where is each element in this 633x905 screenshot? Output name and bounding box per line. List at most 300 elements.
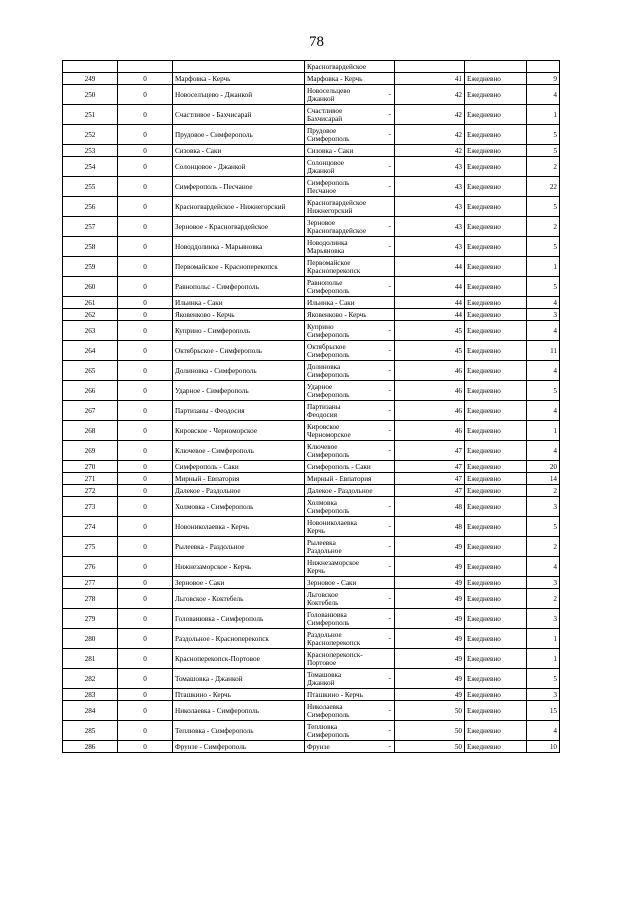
count-cell: 4 (527, 297, 560, 309)
route-name-cell: Сизовка - Саки (173, 145, 305, 157)
route-name-cell: Симферополь - Песчаное (173, 177, 305, 197)
route-stop-line: Красноперекопск- (307, 650, 363, 659)
route-number-cell: 267 (63, 401, 118, 421)
dash-mark: - (388, 345, 391, 354)
route-stops-cell (305, 125, 395, 145)
frequency-cell: Ежедневно (465, 517, 527, 537)
route-stops-cell (305, 589, 395, 609)
count-cell: 4 (527, 401, 560, 421)
table-row (63, 701, 560, 721)
route-stops-cell (305, 341, 395, 361)
zero-cell: 0 (118, 297, 173, 309)
count-cell: 5 (527, 381, 560, 401)
zero-cell: 0 (118, 85, 173, 105)
table-row (63, 473, 560, 485)
dash-mark: - (388, 561, 391, 570)
route-stop-line: Бахчисарай (307, 114, 343, 123)
route-stop-line: Красноперекопск (307, 266, 361, 275)
table-row (63, 297, 560, 309)
route-name-cell: Ударное - Симферополь (173, 381, 305, 401)
distance-cell: 50 (395, 721, 465, 741)
route-name-cell: Яковенково - Керчь (173, 309, 305, 321)
count-cell: 4 (527, 85, 560, 105)
dash-mark: - (388, 705, 391, 714)
dash-mark: - (388, 89, 391, 98)
dash-mark: - (388, 741, 391, 750)
distance-cell: 47 (395, 473, 465, 485)
route-stop-line: Рылеевка (307, 538, 336, 547)
distance-cell: 43 (395, 237, 465, 257)
route-stop-line: Зерновое - Саки (307, 578, 357, 587)
zero-cell: 0 (118, 557, 173, 577)
zero-cell: 0 (118, 309, 173, 321)
frequency-cell: Ежедневно (465, 341, 527, 361)
table-row (63, 401, 560, 421)
dash-mark: - (388, 365, 391, 374)
route-stops-cell (305, 517, 395, 537)
route-name-cell: Новоселъцево - Джанкой (173, 85, 305, 105)
route-number-cell: 253 (63, 145, 118, 157)
count-cell: 5 (527, 277, 560, 297)
table-row (63, 157, 560, 177)
distance-cell: 43 (395, 177, 465, 197)
dash-mark: - (388, 109, 391, 118)
table-row (63, 557, 560, 577)
route-name-cell: Солонцовое - Джанкой (173, 157, 305, 177)
count-cell: 3 (527, 609, 560, 629)
distance-cell: 44 (395, 277, 465, 297)
frequency-cell: Ежедневно (465, 485, 527, 497)
route-stops-cell (305, 497, 395, 517)
route-stop-line: Ключевое (307, 442, 338, 451)
frequency-cell: Ежедневно (465, 145, 527, 157)
route-stop-line: Долиновка (307, 362, 341, 371)
table-row (63, 257, 560, 277)
frequency-cell: Ежедневно (465, 73, 527, 85)
route-name-cell: Счастливое - Бахчисарай (173, 105, 305, 125)
route-number-cell: 275 (63, 537, 118, 557)
route-stop-line: Феодосия (307, 410, 338, 419)
route-stop-line: Джанкой (307, 678, 335, 687)
route-stop-line: Фрунзе (307, 742, 330, 751)
zero-cell: 0 (118, 721, 173, 741)
frequency-cell: Ежедневно (465, 577, 527, 589)
route-name-cell: Ключевое - Симферополь (173, 441, 305, 461)
route-name-cell: Голованювка - Симферополь (173, 609, 305, 629)
table-row (63, 177, 560, 197)
distance-cell: 43 (395, 157, 465, 177)
route-stops-cell (305, 461, 395, 473)
dash-mark: - (388, 501, 391, 510)
route-stops-cell (305, 473, 395, 485)
dash-mark: - (388, 161, 391, 170)
distance-cell: 47 (395, 485, 465, 497)
count-cell: 3 (527, 689, 560, 701)
route-name-cell: Зерновое - Красногвардейское (173, 217, 305, 237)
dash-mark: - (388, 445, 391, 454)
dash-mark: - (388, 405, 391, 414)
route-stop-line: Равнополье (307, 278, 343, 287)
count-cell: 4 (527, 361, 560, 381)
count-cell: 3 (527, 309, 560, 321)
distance-cell: 47 (395, 441, 465, 461)
frequency-cell: Ежедневно (465, 441, 527, 461)
route-stop-line: Симферополь (307, 506, 350, 515)
table-row (63, 461, 560, 473)
route-name-cell: Долиновка - Симферополь (173, 361, 305, 381)
dash-mark: - (388, 633, 391, 642)
dash-mark: - (388, 425, 391, 434)
dash-mark: - (388, 673, 391, 682)
route-number-cell (63, 61, 118, 73)
table-row (63, 309, 560, 321)
route-number-cell: 286 (63, 741, 118, 753)
frequency-cell: Ежедневно (465, 701, 527, 721)
distance-cell: 50 (395, 701, 465, 721)
frequency-cell: Ежедневно (465, 125, 527, 145)
count-cell: 1 (527, 629, 560, 649)
route-stop-line: Симферополь (307, 618, 350, 627)
table-row (63, 485, 560, 497)
count-cell: 2 (527, 589, 560, 609)
count-cell: 20 (527, 461, 560, 473)
table-row (63, 497, 560, 517)
distance-cell (395, 61, 465, 73)
count-cell: 14 (527, 473, 560, 485)
zero-cell: 0 (118, 517, 173, 537)
dash-mark: - (388, 541, 391, 550)
route-number-cell: 250 (63, 85, 118, 105)
route-stop-line: Сизовка - Саки (307, 146, 354, 155)
frequency-cell: Ежедневно (465, 381, 527, 401)
table-row (63, 721, 560, 741)
distance-cell: 45 (395, 341, 465, 361)
route-name-cell: Томашовка - Джанкой (173, 669, 305, 689)
zero-cell: 0 (118, 485, 173, 497)
count-cell: 5 (527, 125, 560, 145)
route-stop-line: Симферополь (307, 390, 350, 399)
dash-mark: - (388, 521, 391, 530)
page-number: 78 (309, 34, 324, 50)
frequency-cell: Ежедневно (465, 497, 527, 517)
zero-cell: 0 (118, 741, 173, 753)
route-stop-line: Черноморское (307, 430, 351, 439)
route-number-cell: 264 (63, 341, 118, 361)
zero-cell: 0 (118, 321, 173, 341)
route-name-cell: Рылеевка - Раздольное (173, 537, 305, 557)
count-cell: 4 (527, 557, 560, 577)
count-cell: 2 (527, 537, 560, 557)
route-stop-line: Нижнезаморское (307, 558, 360, 567)
route-number-cell: 261 (63, 297, 118, 309)
zero-cell (118, 61, 173, 73)
route-name-cell: Равнопольс - Симферополь (173, 277, 305, 297)
route-stops-cell (305, 741, 395, 753)
route-name-cell: Теплювка - Симферополь (173, 721, 305, 741)
route-number-cell: 285 (63, 721, 118, 741)
zero-cell: 0 (118, 157, 173, 177)
frequency-cell: Ежедневно (465, 649, 527, 669)
route-stop-line: Кировское (307, 422, 340, 431)
route-stops-cell (305, 609, 395, 629)
count-cell: 2 (527, 485, 560, 497)
table-row (63, 609, 560, 629)
count-cell: 1 (527, 649, 560, 669)
route-number-cell: 278 (63, 589, 118, 609)
table-row (63, 649, 560, 669)
route-stop-line: Керчь (307, 566, 326, 575)
route-stop-line: Песчаное (307, 186, 337, 195)
distance-cell: 41 (395, 73, 465, 85)
routes-table-body (63, 61, 560, 753)
table-row (63, 341, 560, 361)
count-cell: 10 (527, 741, 560, 753)
zero-cell: 0 (118, 217, 173, 237)
route-stop-line: Раздольное (307, 630, 342, 639)
table-row (63, 741, 560, 753)
route-stop-line: Счастливое (307, 106, 343, 115)
route-number-cell: 279 (63, 609, 118, 629)
route-stop-line: Октябрьское (307, 342, 346, 351)
route-stop-line: Партизаны (307, 402, 341, 411)
count-cell: 1 (527, 105, 560, 125)
zero-cell: 0 (118, 73, 173, 85)
route-stop-line: Новодолинка (307, 238, 348, 247)
zero-cell: 0 (118, 701, 173, 721)
route-stops-cell (305, 277, 395, 297)
route-stop-line: Новониколаевка (307, 518, 357, 527)
table-row (63, 381, 560, 401)
route-stop-line: Раздольное (307, 546, 342, 555)
route-stop-line: Пташкино - Керчь (307, 690, 363, 699)
zero-cell: 0 (118, 421, 173, 441)
route-name-cell: Ильинка - Саки (173, 297, 305, 309)
zero-cell: 0 (118, 649, 173, 669)
route-stops-cell (305, 177, 395, 197)
route-number-cell: 277 (63, 577, 118, 589)
route-stops-cell (305, 361, 395, 381)
route-number-cell: 282 (63, 669, 118, 689)
distance-cell: 42 (395, 85, 465, 105)
count-cell: 3 (527, 577, 560, 589)
route-number-cell: 255 (63, 177, 118, 197)
route-stops-cell (305, 401, 395, 421)
frequency-cell: Ежедневно (465, 537, 527, 557)
route-name-cell: Первомайское - Красноперекопск (173, 257, 305, 277)
distance-cell: 48 (395, 497, 465, 517)
count-cell: 4 (527, 721, 560, 741)
route-stop-line: Мирный - Евпатория (307, 474, 372, 483)
distance-cell: 49 (395, 589, 465, 609)
route-name-cell: Пташкино - Керчь (173, 689, 305, 701)
zero-cell: 0 (118, 105, 173, 125)
route-stop-line: Яковенково - Керчь (307, 310, 367, 319)
distance-cell: 44 (395, 297, 465, 309)
route-number-cell: 280 (63, 629, 118, 649)
route-stops-cell (305, 689, 395, 701)
routes-table (62, 60, 560, 753)
zero-cell: 0 (118, 145, 173, 157)
frequency-cell: Ежедневно (465, 669, 527, 689)
route-stop-line: Красногвардейское (307, 198, 367, 207)
frequency-cell: Ежедневно (465, 85, 527, 105)
route-number-cell: 265 (63, 361, 118, 381)
frequency-cell: Ежедневно (465, 105, 527, 125)
route-number-cell: 268 (63, 421, 118, 441)
route-stops-cell (305, 309, 395, 321)
distance-cell: 49 (395, 557, 465, 577)
route-stop-line: Марьяновка (307, 246, 345, 255)
frequency-cell: Ежедневно (465, 277, 527, 297)
zero-cell: 0 (118, 609, 173, 629)
count-cell: 5 (527, 237, 560, 257)
route-number-cell: 270 (63, 461, 118, 473)
route-stop-line: Николаевка (307, 702, 343, 711)
distance-cell: 46 (395, 381, 465, 401)
zero-cell: 0 (118, 589, 173, 609)
route-number-cell: 266 (63, 381, 118, 401)
route-name-cell: Прудовое - Симферополь (173, 125, 305, 145)
count-cell: 4 (527, 441, 560, 461)
count-cell: 9 (527, 73, 560, 85)
count-cell: 22 (527, 177, 560, 197)
distance-cell: 49 (395, 577, 465, 589)
route-stop-line: Красногвардейское (307, 226, 367, 235)
table-row (63, 61, 560, 73)
route-stops-cell (305, 61, 395, 73)
zero-cell: 0 (118, 497, 173, 517)
route-stop-line: Льговское (307, 590, 339, 599)
dash-mark: - (388, 129, 391, 138)
route-stops-cell (305, 297, 395, 309)
table-row (63, 421, 560, 441)
frequency-cell (465, 61, 527, 73)
route-stops-cell (305, 421, 395, 441)
table-row (63, 669, 560, 689)
table-row (63, 217, 560, 237)
route-stop-line: Теплювка (307, 722, 338, 731)
zero-cell: 0 (118, 401, 173, 421)
route-number-cell: 269 (63, 441, 118, 461)
frequency-cell: Ежедневно (465, 157, 527, 177)
zero-cell: 0 (118, 341, 173, 361)
route-stops-cell (305, 157, 395, 177)
frequency-cell: Ежедневно (465, 421, 527, 441)
route-number-cell: 284 (63, 701, 118, 721)
route-stops-cell (305, 257, 395, 277)
frequency-cell: Ежедневно (465, 217, 527, 237)
route-stop-line: Новосельцево (307, 86, 351, 95)
route-stop-line: Нижнегорский (307, 206, 353, 215)
frequency-cell: Ежедневно (465, 589, 527, 609)
distance-cell: 45 (395, 321, 465, 341)
table-row (63, 537, 560, 557)
dash-mark: - (388, 241, 391, 250)
route-name-cell: Холмовка - Симферополь (173, 497, 305, 517)
dash-mark: - (388, 593, 391, 602)
count-cell (527, 61, 560, 73)
route-name-cell: Мирный - Евпатория (173, 473, 305, 485)
route-stop-line: Голованювка (307, 610, 347, 619)
route-stop-line: Симферополь (307, 730, 350, 739)
route-stop-line: Ударное (307, 382, 333, 391)
route-stop-line: Далекое - Раздольное (307, 486, 373, 495)
route-name-cell: Зерновое - Саки (173, 577, 305, 589)
route-stop-line: Симферополь (307, 134, 350, 143)
route-stop-line: Симферополь (307, 178, 350, 187)
count-cell: 5 (527, 517, 560, 537)
route-number-cell: 260 (63, 277, 118, 297)
route-stops-cell (305, 701, 395, 721)
distance-cell: 49 (395, 669, 465, 689)
table-row (63, 441, 560, 461)
route-number-cell: 249 (63, 73, 118, 85)
route-stops-cell (305, 321, 395, 341)
route-stop-line: Симферополь (307, 370, 350, 379)
route-stops-cell (305, 649, 395, 669)
count-cell: 3 (527, 497, 560, 517)
table-row (63, 517, 560, 537)
distance-cell: 44 (395, 257, 465, 277)
route-number-cell: 273 (63, 497, 118, 517)
dash-mark: - (388, 613, 391, 622)
route-stop-line: Симферополь (307, 330, 350, 339)
route-name-cell: Куприно - Симферополь (173, 321, 305, 341)
route-name-cell: Красноперекопск-Портовое (173, 649, 305, 669)
route-number-cell: 281 (63, 649, 118, 669)
route-stop-line: Керчь (307, 526, 326, 535)
zero-cell: 0 (118, 441, 173, 461)
route-number-cell: 251 (63, 105, 118, 125)
route-stop-line: Марфовка - Керчь (307, 74, 363, 83)
distance-cell: 42 (395, 125, 465, 145)
route-stop-line: Симферополь - Саки (307, 462, 371, 471)
table-row (63, 73, 560, 85)
zero-cell: 0 (118, 197, 173, 217)
route-stops-cell (305, 85, 395, 105)
distance-cell: 50 (395, 741, 465, 753)
count-cell: 2 (527, 157, 560, 177)
route-name-cell: Николаевка - Симферополь (173, 701, 305, 721)
route-stop-line: Прудовое (307, 126, 337, 135)
route-stop-line: Коктебель (307, 598, 339, 607)
frequency-cell: Ежедневно (465, 689, 527, 701)
count-cell: 4 (527, 321, 560, 341)
route-number-cell: 257 (63, 217, 118, 237)
route-stop-line: Первомайское (307, 258, 351, 267)
route-stops-cell (305, 721, 395, 741)
route-stops-cell (305, 537, 395, 557)
distance-cell: 49 (395, 629, 465, 649)
route-stop-line: Джанкой (307, 94, 335, 103)
distance-cell: 48 (395, 517, 465, 537)
dash-mark: - (388, 385, 391, 394)
count-cell: 1 (527, 257, 560, 277)
route-number-cell: 274 (63, 517, 118, 537)
zero-cell: 0 (118, 125, 173, 145)
zero-cell: 0 (118, 177, 173, 197)
table-row (63, 689, 560, 701)
route-stops-cell (305, 381, 395, 401)
route-stops-cell (305, 669, 395, 689)
route-stop-line: Джанкой (307, 166, 335, 175)
route-name-cell (173, 61, 305, 73)
distance-cell: 43 (395, 217, 465, 237)
dash-mark: - (388, 725, 391, 734)
route-number-cell: 276 (63, 557, 118, 577)
route-stops-cell (305, 105, 395, 125)
distance-cell: 46 (395, 421, 465, 441)
